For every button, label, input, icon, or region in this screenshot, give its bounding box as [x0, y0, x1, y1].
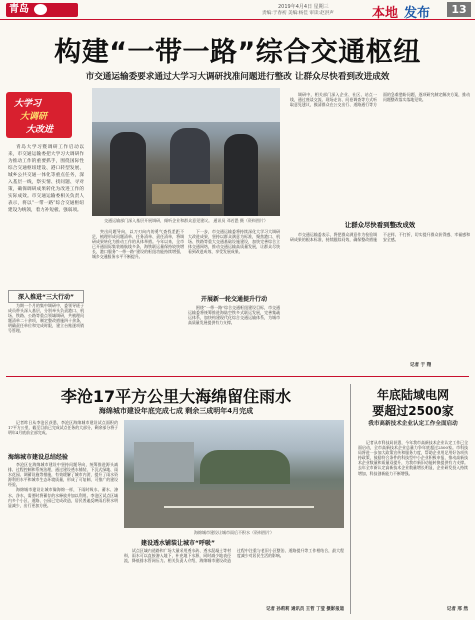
photo2-building	[134, 442, 194, 482]
col1-intro	[8, 144, 84, 276]
col4-body-text: 调研中，相关部门深入企业、社区、站点一线，通过座谈交流、现场走访、问卷调查等方式听取意见建议，摸清群众在公交出行、道路通行等方面的急难愁盼问题，逐项研究制定解决方案，推动问题整改落实落地见效。	[290, 92, 470, 108]
story2-body-b-text: 李沧区在海绵城市建设中坚持问题导向，统筹推进源头减排、过程控制和系统治理，通过建设透水铺装、下沉式绿地、雨水花园、调蓄设施等措施，有效缓解了城市内涝，提升了雨水资源利用水平和城市生态环境质量，形成了可复制、可推广的建设经验。	[8, 462, 118, 488]
col4-byline: 记者 于 翔	[410, 363, 432, 368]
photo-person-left	[110, 132, 146, 216]
logo-text: 青岛	[9, 4, 29, 15]
badge-line-3: 大改进	[26, 125, 54, 135]
page-number: 13	[447, 2, 471, 17]
story2-body-d	[124, 548, 344, 604]
section-label: 本地	[372, 6, 399, 21]
story2-body-d-text: 试点区域内道路和广场大量采用透水砖、透水混凝土等材料，雨水可以直接渗入地下，补充地下水源，同时减少地表径流，降低排水管网压力。相关负责人介绍，海绵城市建设改造过程中注重与老旧小区整治、道路提升等工作相结合，最大程度减少对居民生活的影响。	[124, 548, 344, 564]
photo-person-right	[224, 134, 258, 216]
col3-body2-text: 围绕“一带一路”综合交通枢纽建设目标，市交通运输委将统筹推进海陆空铁多式联运发展，完善集疏运体系，加快构建现代化综合交通运输体系，为城市高质量发展提供有力支撑。	[188, 305, 280, 326]
col3-body2	[188, 305, 280, 371]
story3-byline: 记者 邢 然	[446, 607, 468, 612]
photo-equipment	[152, 184, 222, 204]
photo2-road	[124, 490, 344, 528]
story3-body-text: 记者从市科技局获悉，今年我市高新技术企业认定工作已全面启动，全市高新技术企业总量力争年底超过2500家。市科技局将进一步加大政策宣传和服务力度，帮助企业用足用好各项扶持政策，鼓励符合条件的科技型中小企业积极申报，推动高新技术企业数量和质量双提升，为我市新旧动能转换提供有力支撑。去年全市新认定高新技术企业数量增长明显，企业研发投入持续增加，科技创新能力不断增强。	[358, 440, 468, 476]
lead-subtitle: 市交通运输委要求通过大学习大调研找准问题进行整改 让群众尽快看到改进成效	[85, 72, 390, 82]
evening-news-mark	[34, 4, 47, 15]
col1-body	[8, 303, 84, 371]
masthead-logo	[6, 3, 78, 17]
story2-body-b	[8, 462, 118, 614]
story2-byline: 记者 孙莉莉 通讯员 王哲 丁莹 摄影报道	[266, 607, 344, 612]
col1-body-text: 为期一个月的集中调研中，委领导班子成员带头深入基层，分别牵头负责港口、机场、铁路、公路等重点领域调研，共梳理问题清单二十余项，制定整改措施四十余条，明确责任单位和完成时限，建立台账逐项销号管理。	[8, 303, 84, 334]
col4-subhead: 让群众尽快看到整改成效	[344, 221, 416, 229]
story2-body-a-text: 记者昨日从李沧区获悉，李沧区海绵城市建设试点面积约17平方公里，截至目前已完成试点任务的大部分，剩余部分将于明年4月底前全部完成。	[8, 420, 118, 436]
photo2-lane	[164, 506, 314, 508]
col2-body-text: 突出问题导向，以刀刃向内的勇气查找差距不足，梳理形成问题清单、任务清单、责任清单，将调研成果转化为推动工作的具体举措。今年以来，全市已开通国际集装箱航线多条，海铁联运量保持较快增长，港口服务“一带一路”建设的枢纽功能持续增强，城乡交通服务水平不断提升。	[92, 229, 184, 260]
story2-body-a	[8, 420, 118, 446]
col2-body	[92, 229, 184, 371]
story3-title: 年底陆域电网	[376, 388, 449, 402]
col3-subhead: 开展新一轮交通提升行动	[200, 296, 267, 303]
masthead	[0, 0, 475, 20]
story2-body-c-text: 海绵城市建设让城市像海绵一样，下雨时吸水、蓄水、渗水、净水，需要时将蓄存的水释放并加以利用。李沧区试点区域内多个小区、道路、公园已完成改造，居民普遍反映雨后积水明显减少，出行更加方便。	[8, 487, 118, 508]
story2-subhead: 海绵城市建设总结经验	[8, 454, 69, 461]
story3-body	[358, 440, 468, 604]
lead-photo	[92, 88, 280, 216]
story2-title: 李沧17平方公里大海绵留住雨水	[60, 387, 292, 406]
col4-body	[290, 92, 470, 216]
lead-title: 构建“一带一路”综合交通枢纽	[54, 37, 421, 68]
story2-photo	[124, 420, 344, 528]
photo2-trees	[200, 450, 290, 484]
story3-title-2: 要超过2500家	[372, 404, 454, 418]
col1-intro-text: 青岛大学习暨调研工作启动以来，市交通运输委把大学习大调研作为推动工作的重要抓手，围绕国际性综合交通枢纽建设、港口转型发展、城乡公共交通一体化等重点任务，深入基层一线，察实情、找问题、寻对策，确保调研成果转化为改进工作的实际成效。市交通运输委相关负责人表示，将以“一带一路”综合交通枢纽建设为统领，着力补短板、强弱项。	[8, 145, 84, 213]
section-divider	[6, 376, 469, 377]
photo-ceiling	[92, 88, 280, 122]
masthead-date: 2019年4月4日 星期三	[278, 4, 329, 10]
col4-body2-text: 市交通运输委表示，将把群众满意作为检验调研成果的根本标准，持续跟踪问效，确保整改措施不走样、不打折，切实提升群众获得感、幸福感和安全感。	[290, 232, 470, 243]
campaign-badge	[6, 92, 72, 138]
photo2-caption: 海绵城市建设让城市雨后不积水（资料图片）	[194, 530, 274, 535]
col3-body	[188, 229, 280, 283]
col1-subhead: 深入推进“三大行动”	[8, 290, 84, 303]
story3-subtitle: 我市高新技术企业认定工作全面启动	[368, 421, 458, 427]
story-separator	[350, 384, 351, 614]
story2-subhead-2: 建设透水铺装让城市“呼吸”	[141, 540, 215, 547]
badge-line-1: 大学习	[14, 99, 42, 109]
badge-line-2: 大调研	[20, 112, 48, 122]
masthead-editors: 责编:于春初 美编:杨佳 审读:赵洪声	[262, 11, 334, 16]
photo1-caption: 交通运输部门深入基层开展调研，倾听企业和群众意见建议。 通讯员 邓若愚 摄（资料图片）	[104, 218, 268, 223]
col3-body-text: 下一步，市交通运输委将持续深化大学习大调研大改进成果，坚持以群众满意为标准，聚焦港口、机场、铁路等重大交通基础设施建设，加快完善综合立体交通网络，推动交通运输高质量发展，让群众尽快看到改进成效、享受发展成果。	[188, 229, 280, 255]
section-sub-label: 发布	[404, 6, 431, 21]
story2-subtitle: 海绵城市建设年底完成七成 剩余三成明年4月完成	[98, 407, 254, 415]
col4-body2	[290, 232, 470, 360]
